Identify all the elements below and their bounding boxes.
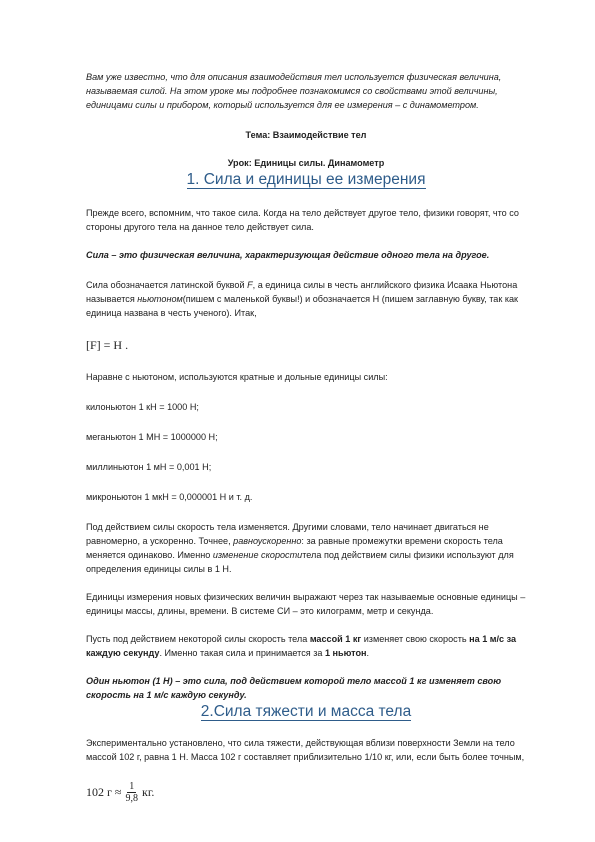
paragraph-gravity: Экспериментально установлено, что сила тяжести, действующая вблизи поверхности Земли на тело массой 102 г, равна 1 Н. Масса 102 г составляет приблизительно 1/10 кг, или, если быть более точным, <box>86 738 525 762</box>
formula-left: 102 г ≈ <box>86 784 122 799</box>
paragraph-newton: Сила обозначается латинской буквой F, а единица силы в честь английского физика Исаака Ньютона называется ньютоном(пишем с маленькой буквы!) и обозначается Н (пишем заглавную букву, так как единица названа в честь ученого). Итак, <box>86 280 519 318</box>
fraction-denominator: 9,8 <box>125 792 139 804</box>
definition-newton: Один ньютон (1 Н) – это сила, под действием которой тело массой 1 кг изменяет свою скорость на 1 м/с каждую секунду. <box>86 676 502 700</box>
paragraph-si-units: Единицы измерения новых физических величин выражают через так называемые основные единицы – единицы массы, длины, времени. В системе СИ – это килограмм, метр и секунда. <box>86 592 526 616</box>
unit-meganewton: меганьютон 1 МН = 1000000 Н; <box>86 432 218 442</box>
fraction-numerator: 1 <box>129 780 135 792</box>
formula-mass-fraction <box>86 776 526 808</box>
section1-title[interactable]: 1. Сила и единицы ее измерения <box>186 171 426 188</box>
unit-micronewton: микроньютон 1 мкН = 0,000001 Н и т. д. <box>86 492 253 502</box>
formula-unit-of-force: [F] = Н . <box>86 338 129 352</box>
intro-paragraph: Вам уже известно, что для описания взаимодействия тел используется физическая величина, называемая силой. На этом уроке мы подробнее познакомимся со свойствами этой величины, единицами силы и прибором, который используется для ее измерения – с динамометром. <box>86 72 502 110</box>
paragraph-force-intro: Прежде всего, вспомним, что такое сила. Когда на тело действует другое тело, физики говорят, что со стороны другого тела на данное тело действует сила. <box>86 208 519 232</box>
fraction <box>124 781 141 804</box>
unit-millinewton: миллиньютон 1 мН = 0,001 Н; <box>86 462 212 472</box>
lesson-heading: Урок: Единицы силы. Динамометр <box>227 158 385 168</box>
section2-title[interactable]: 2.Сила тяжести и масса тела <box>200 703 412 720</box>
document-body <box>86 70 526 808</box>
paragraph-acceleration: Под действием силы скорость тела изменяется. Другими словами, тело начинает двигаться не равномерно, а ускоренно. Точнее, равноускоренно: за равные промежутки времени скорость тела меняется одинаково. Именно изменение скороститела под действием силы физики используют для определения единицы силы в 1 Н. <box>86 522 514 574</box>
paragraph-units-intro: Наравне с ньютоном, используются кратные и дольные единицы силы: <box>86 372 388 382</box>
definition-force: Сила – это физическая величина, характеризующая действие одного тела на другое. <box>86 250 490 260</box>
formula-right: кг. <box>142 784 155 799</box>
topic-heading: Тема: Взаимодействие тел <box>245 130 367 140</box>
paragraph-one-newton: Пусть под действием некоторой силы скорость тела массой 1 кг изменяет свою скорость на 1 м/с за каждую секунду. Именно такая сила и принимается за 1 ньютон. <box>86 634 517 658</box>
unit-kilonewton: килоньютон 1 кН = 1000 Н; <box>86 402 199 412</box>
